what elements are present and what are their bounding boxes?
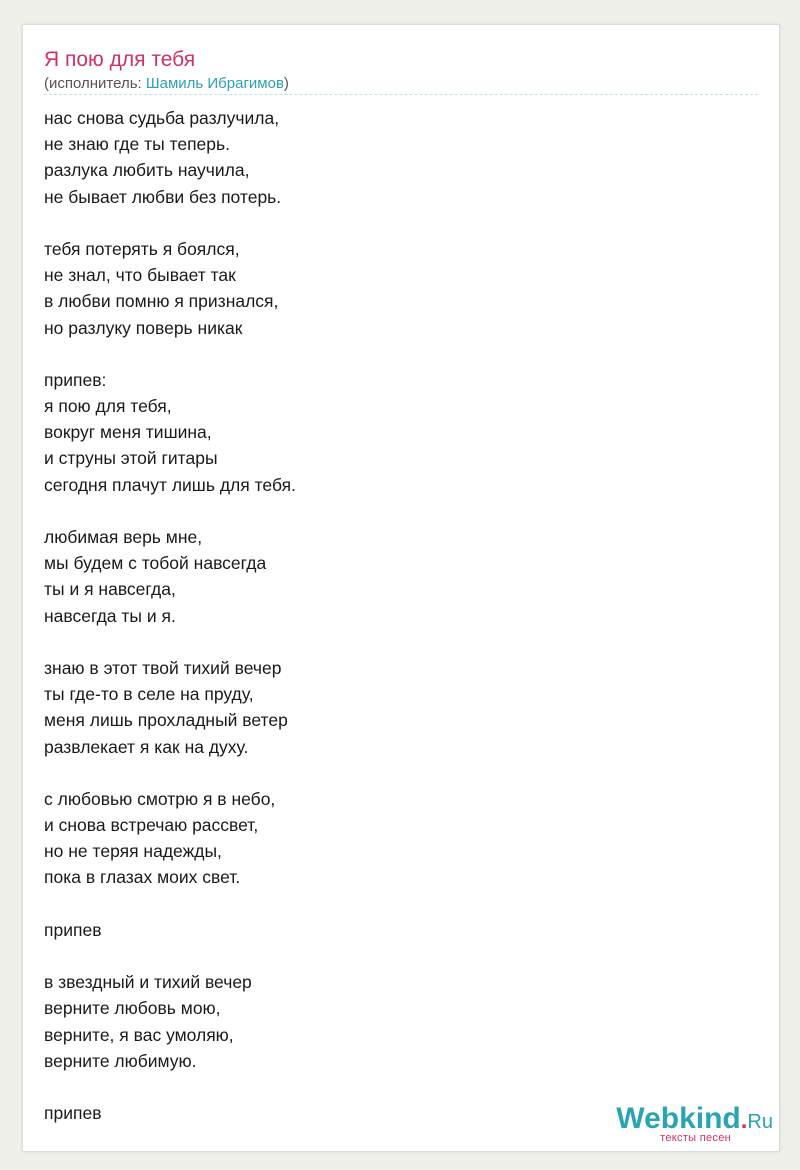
lyric-line: пока в глазах моих свет. — [44, 867, 241, 888]
logo-tagline: тексты песен — [660, 1132, 731, 1144]
logo-main-text: Webkind — [616, 1102, 741, 1135]
lyric-line: навсегда ты и я. — [44, 605, 176, 626]
stanza-gap — [44, 1074, 744, 1100]
lyric-line: припев — [44, 1103, 102, 1124]
lyric-line: мы будем с тобой навсегда — [44, 553, 267, 574]
lyric-line: развлекает я как на духу. — [44, 736, 249, 757]
lyric-line: не бывает любви без потерь. — [44, 186, 282, 207]
logo-dot: . — [740, 1107, 748, 1134]
lyric-line: и струны этой гитары — [44, 448, 218, 469]
lyric-line: меня лишь прохладный ветер — [44, 710, 288, 731]
lyric-line: но не теряя надежды, — [44, 841, 222, 862]
lyric-line: сегодня плачут лишь для тебя. — [44, 474, 296, 495]
stanza-gap — [44, 341, 744, 367]
lyric-line: ты и я навсегда, — [44, 579, 176, 600]
lyric-line: знаю в этот твой тихий вечер — [44, 657, 282, 678]
stanza-gap — [44, 891, 744, 917]
lyric-line: с любовью смотрю я в небо, — [44, 788, 276, 809]
title-divider — [44, 94, 758, 95]
lyric-line: но разлуку поверь никак — [44, 317, 243, 338]
lyric-line: не знал, что бывает так — [44, 265, 236, 286]
performer-line — [44, 75, 289, 93]
performer-link[interactable]: Шамиль Ибрагимов — [145, 75, 284, 92]
performer-suffix: ) — [283, 75, 289, 92]
lyric-line: вокруг меня тишина, — [44, 422, 212, 443]
stanza-gap — [44, 760, 744, 786]
stanza-gap — [44, 210, 744, 236]
lyric-line: и снова встречаю рассвет, — [44, 815, 259, 836]
lyric-line: нас снова судьба разлучила, — [44, 108, 280, 128]
stanza-gap — [44, 498, 744, 524]
stanza-gap — [44, 943, 744, 969]
lyric-line: припев: — [44, 369, 107, 390]
lyric-line: верните, я вас умоляю, — [44, 1024, 234, 1045]
lyric-line: верните любимую. — [44, 1050, 197, 1071]
stanza-gap — [44, 629, 744, 655]
logo-tld: Ru — [747, 1111, 773, 1133]
webkind-logo[interactable] — [573, 1101, 773, 1145]
song-title: Я пою для тебя — [44, 48, 196, 71]
performer-prefix: (исполнитель: — [44, 75, 146, 92]
lyric-line: припев — [44, 919, 102, 940]
lyric-line: в звездный и тихий вечер — [44, 972, 252, 993]
lyric-line: любимая верь мне, — [44, 527, 203, 547]
lyric-line: не знаю где ты теперь. — [44, 134, 230, 155]
lyric-line: тебя потерять я боялся, — [44, 238, 240, 259]
lyric-line: я пою для тебя, — [44, 396, 172, 417]
lyric-line: ты где-то в селе на пруду, — [44, 684, 254, 705]
lyric-line: в любви помню я признался, — [44, 291, 279, 312]
lyrics-body — [44, 105, 744, 1126]
lyrics-card — [22, 24, 780, 1152]
lyric-line: разлука любить научила, — [44, 160, 250, 181]
lyric-line: верните любовь мою, — [44, 998, 221, 1019]
